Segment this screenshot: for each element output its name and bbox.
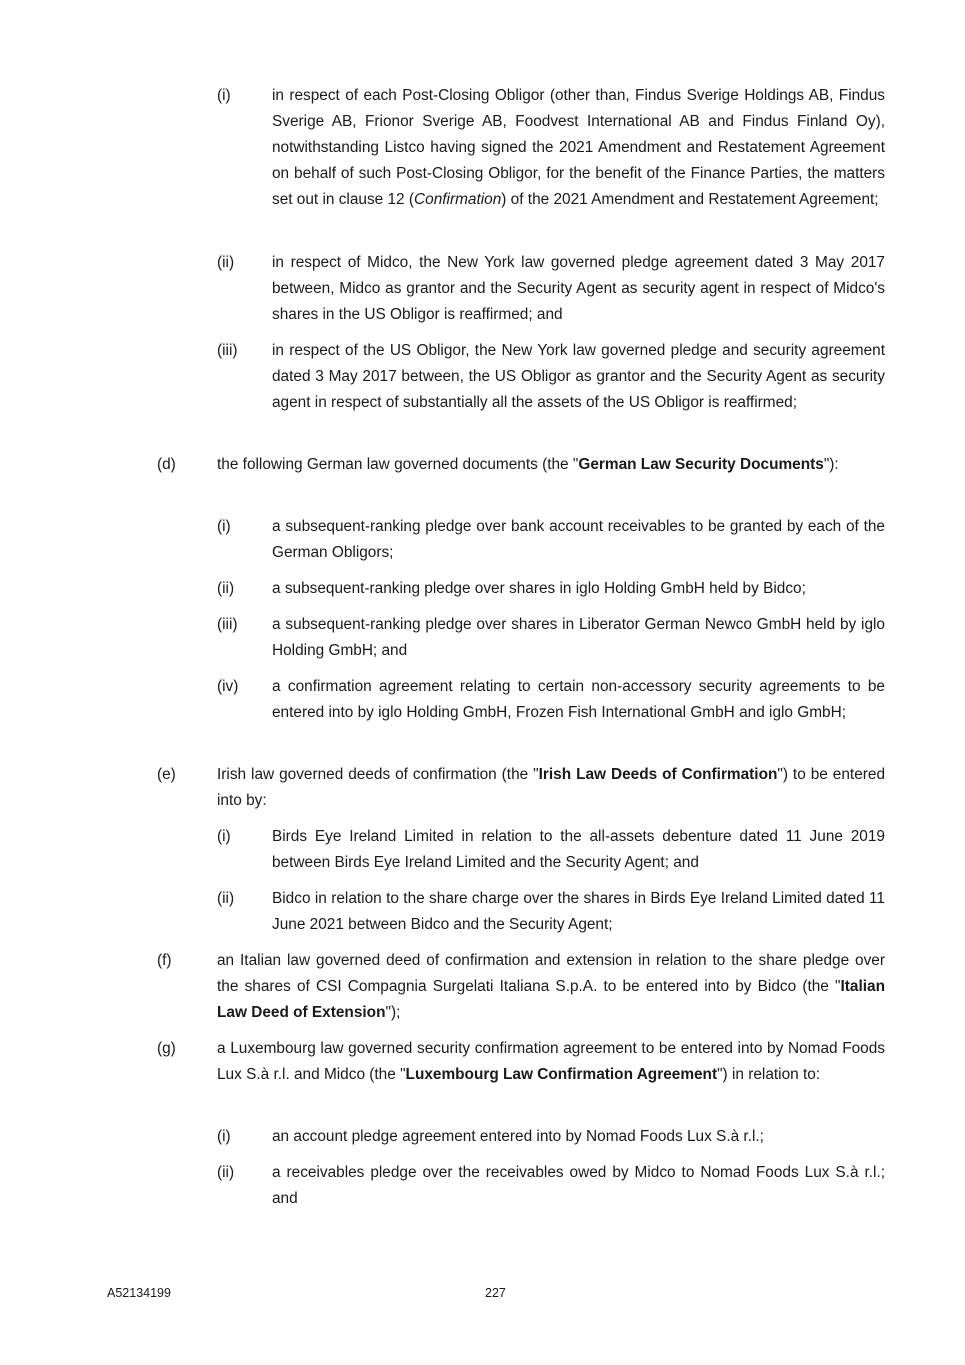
clause-text: Irish law governed deeds of confirmation (the "Irish Law Deeds of Confirmation") to be entered into by: (217, 766, 886, 809)
clause-label: (ii) (217, 1164, 235, 1181)
defined-term: Irish Law Deeds of Confirmation (538, 766, 778, 783)
page-number: 227 (485, 1286, 506, 1300)
clause-label: (f) (157, 952, 172, 969)
clause-label: (i) (217, 1128, 231, 1145)
clause-label: (i) (217, 518, 231, 535)
clause-text: Birds Eye Ireland Limited in relation to the all-assets debenture dated 11 June 2019 between Birds Eye Ireland Limited and the Security Agent; and (272, 828, 885, 871)
clause-label: (iii) (217, 342, 238, 359)
clause-label: (i) (217, 828, 231, 845)
clause-text: in respect of Midco, the New York law governed pledge agreement dated 3 May 2017 between, Midco as grantor and the Security Agent as security agent in respect of Midco's shares in the US Obligor is reaffirmed; and (272, 254, 885, 323)
clause-label: (ii) (217, 890, 235, 907)
clause-label: (ii) (217, 580, 235, 597)
clause-text: an account pledge agreement entered into by Nomad Foods Lux S.à r.l.; (272, 1128, 764, 1145)
defined-term: German Law Security Documents (578, 456, 824, 473)
document-reference: A52134199 (107, 1286, 171, 1300)
clause-text: in respect of each Post-Closing Obligor (other than, Findus Sverige Holdings AB, Findus Sverige AB, Frionor Sverige AB, Foodvest International AB and Findus Finland Oy), notwithstanding Listco having signed the 2021 Amendment and Restatement Agreement on behalf of such Post-Closing Obligor, for the benefit of the Finance Parties, the matters set out in clause 12 (Confirmation) of the 2021 Amendment and Restatement Agreement; (272, 87, 885, 208)
clause-text: the following German law governed documents (the "German Law Security Documents"): (217, 456, 839, 473)
clause-label: (iv) (217, 678, 239, 695)
clause-label: (e) (157, 766, 176, 783)
defined-term: Luxembourg Law Confirmation Agreement (405, 1066, 718, 1083)
clause-label: (iii) (217, 616, 238, 633)
clause-text: a subsequent-ranking pledge over bank account receivables to be granted by each of the German Obligors; (272, 518, 885, 561)
clause-label: (i) (217, 87, 231, 104)
clause-text: an Italian law governed deed of confirmation and extension in relation to the share pledge over the shares of CSI Compagnia Surgelati Italiana S.p.A. to be entered into by Bidco (the "Italian Law Deed of Extension"); (217, 952, 885, 1021)
clause-label: (d) (157, 456, 176, 473)
clause-text: a subsequent-ranking pledge over shares in iglo Holding GmbH held by Bidco; (272, 580, 806, 597)
clause-text: a confirmation agreement relating to certain non-accessory security agreements to be entered into by iglo Holding GmbH, Frozen Fish International GmbH and iglo GmbH; (272, 678, 885, 721)
defined-term: Confirmation (414, 191, 502, 208)
clause-label: (ii) (217, 254, 235, 271)
clause-text: Bidco in relation to the share charge over the shares in Birds Eye Ireland Limited dated 11 June 2021 between Bidco and the Security Agent; (272, 890, 885, 933)
defined-term: Italian Law Deed of Extension (217, 978, 885, 1021)
clause-text: a subsequent-ranking pledge over shares in Liberator German Newco GmbH held by iglo Holding GmbH; and (272, 616, 885, 659)
clause-label: (g) (157, 1040, 176, 1057)
clause-text: in respect of the US Obligor, the New York law governed pledge and security agreement dated 3 May 2017 between, the US Obligor as grantor and the Security Agent as security agent in respect of substantially all the assets of the US Obligor is reaffirmed; (272, 342, 885, 411)
clause-text: a receivables pledge over the receivables owed by Midco to Nomad Foods Lux S.à r.l.; and (272, 1164, 885, 1207)
clause-text: a Luxembourg law governed security confirmation agreement to be entered into by Nomad Foods Lux S.à r.l. and Midco (the "Luxembourg Law Confirmation Agreement") in relation to: (217, 1040, 885, 1083)
